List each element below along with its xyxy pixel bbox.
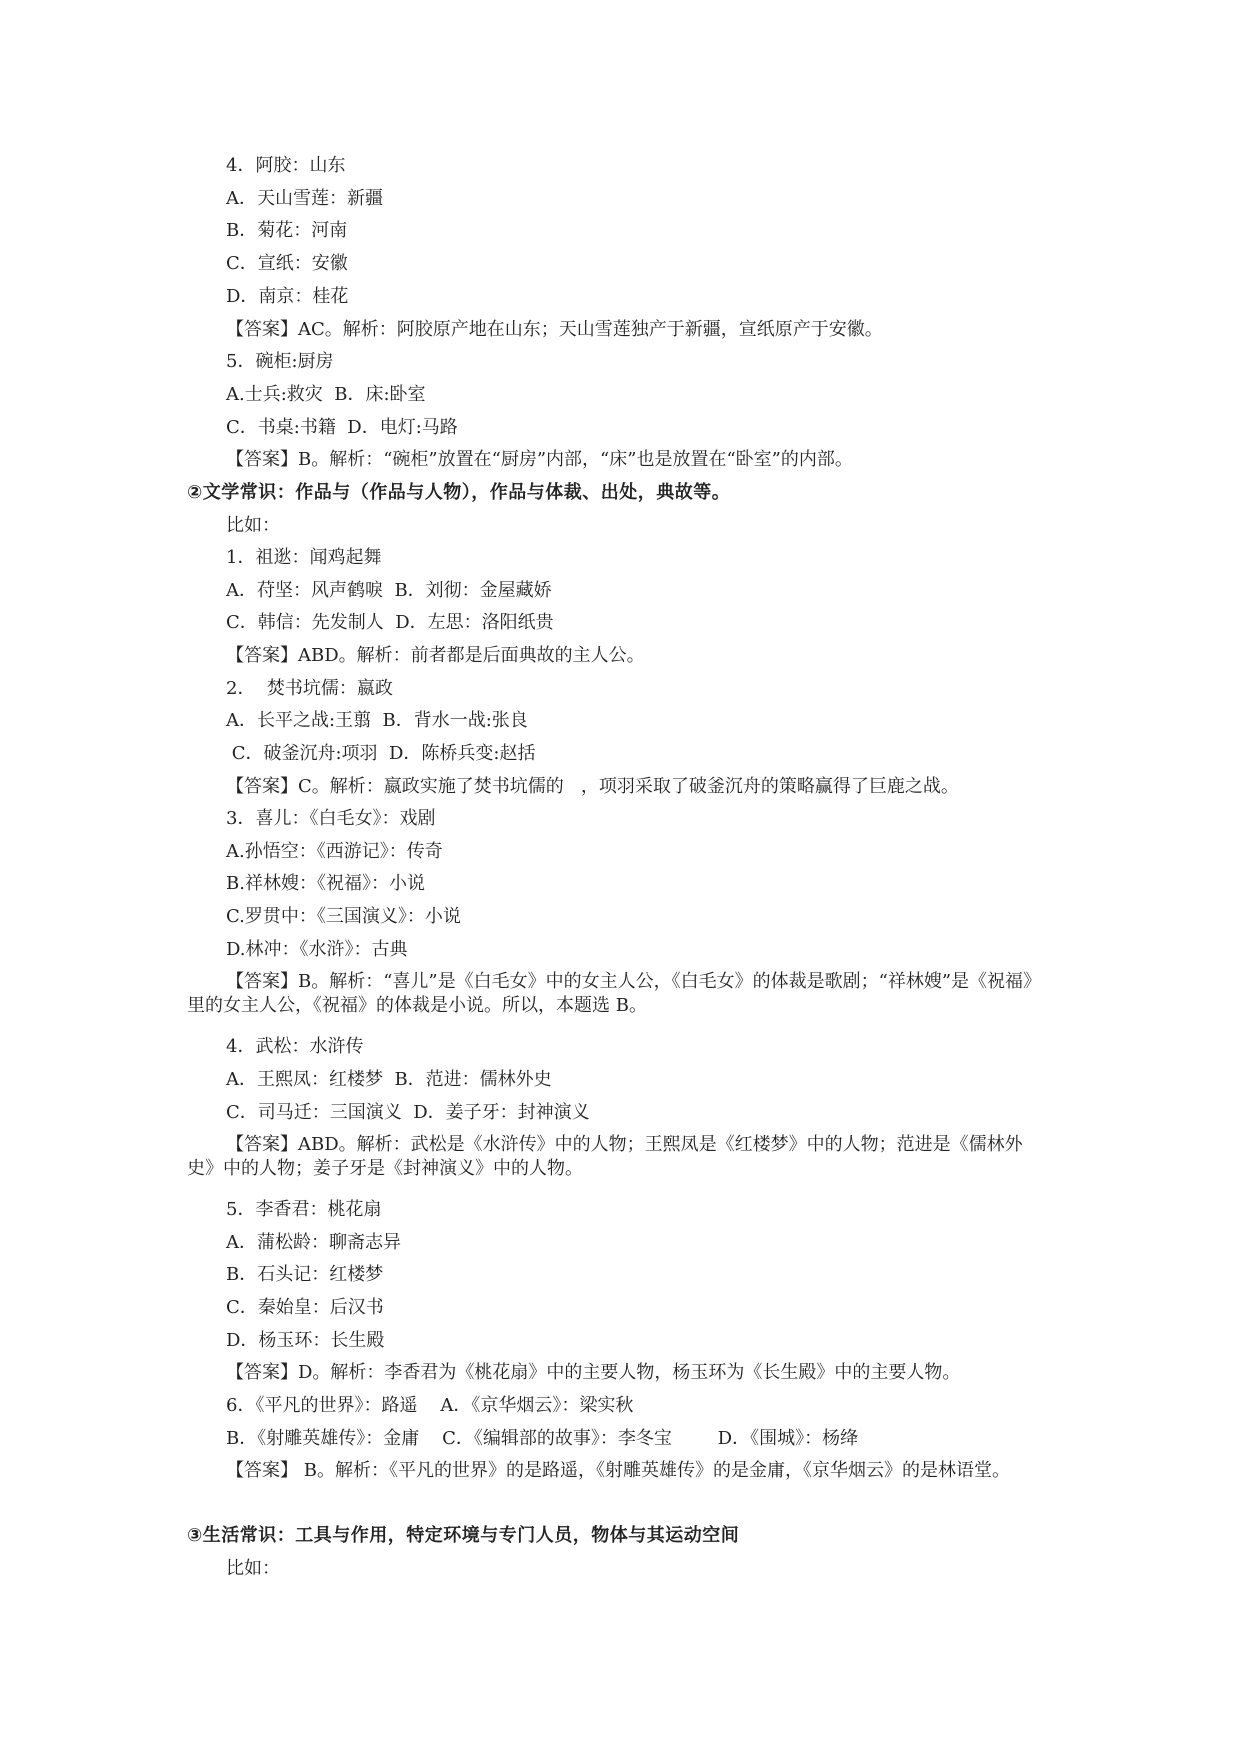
text-line: A．天山雪莲：新疆 — [226, 188, 383, 209]
text-line: C．司马迁：三国演义 D．姜子牙：封神演义 — [226, 1102, 590, 1123]
text-line: 4．阿胶：山东 — [226, 155, 346, 176]
text-line: A.孙悟空：《西游记》：传奇 — [226, 841, 443, 862]
text-line: C．书桌:书籍 D．电灯:马路 — [226, 417, 458, 438]
section-heading: ②文学常识：作品与（作品与人物），作品与体裁、出处，典故等。 — [187, 482, 731, 503]
text-line: 4．武松：水浒传 — [226, 1036, 364, 1057]
text-line: 6．《平凡的世界》：路遥 A．《京华烟云》：梁实秋 — [226, 1395, 634, 1416]
text-line: A.士兵:救灾 B．床:卧室 — [226, 384, 426, 405]
text-line: C．宣纸：安徽 — [226, 253, 348, 274]
text-line: B．石头记：红楼梦 — [226, 1264, 384, 1285]
section-heading: ③生活常识：工具与作用，特定环境与专门人员，物体与其运动空间 — [187, 1525, 740, 1546]
text-line: A．长平之战:王翦 B．背水一战:张良 — [226, 710, 528, 731]
text-line: 【答案】 B。解析：《平凡的世界》的是路遥，《射雕英雄传》的是金庸，《京华烟云》的是林语堂。 — [226, 1460, 1010, 1481]
text-line: A．蒲松龄：聊斋志异 — [226, 1232, 401, 1253]
text-line: 2． 焚书坑儒：嬴政 — [226, 678, 393, 699]
text-line: C.罗贯中：《三国演义》：小说 — [226, 906, 461, 927]
text-line: D.林冲：《水浒》：古典 — [226, 939, 408, 960]
text-line: 比如： — [226, 1558, 280, 1579]
text-line: 5．李香君：桃花扇 — [226, 1199, 382, 1220]
text-line: 【答案】B。解析：“碗柜”放置在“厨房”内部，“床”也是放置在“卧室”的内部。 — [226, 449, 853, 470]
text-line: 【答案】C。解析：嬴政实施了焚书坑儒的 ，项羽采取了破釜沉舟的策略赢得了巨鹿之战。 — [226, 776, 959, 797]
text-line: 5．碗柜:厨房 — [226, 351, 334, 372]
text-line: 【答案】ABD。解析：武松是《水浒传》中的人物；王熙凤是《红楼梦》中的人物；范进是《儒林外史》中的人物；姜子牙是《封神演义》中的人物。 — [187, 1134, 1023, 1179]
text-line: B.祥林嫂：《祝福》：小说 — [226, 873, 425, 894]
text-line: 3．喜儿：《白毛女》：戏剧 — [226, 808, 436, 829]
text-line: C．破釜沉舟:项羽 D．陈桥兵变:赵括 — [226, 743, 536, 764]
text-line: A．苻坚：风声鹤唳 B．刘彻：金屋藏娇 — [226, 580, 552, 601]
text-line: C．秦始皇：后汉书 — [226, 1297, 384, 1318]
text-line: 【答案】AC。解析：阿胶原产地在山东；天山雪莲独产于新疆，宣纸原产于安徽。 — [226, 319, 883, 340]
text-line: D．杨玉环：长生殿 — [226, 1330, 385, 1351]
text-line: B．《射雕英雄传》：金庸 C．《编辑部的故事》：李冬宝 D．《围城》：杨绛 — [226, 1428, 859, 1449]
text-line: 1．祖逖：闻鸡起舞 — [226, 547, 382, 568]
text-line: 【答案】D。解析：李香君为《桃花扇》中的主要人物，杨玉环为《长生殿》中的主要人物。 — [226, 1362, 961, 1383]
text-line: 【答案】ABD。解析：前者都是后面典故的主人公。 — [226, 645, 645, 666]
text-line: D．南京：桂花 — [226, 286, 349, 307]
text-line: C．韩信：先发制人 D．左思：洛阳纸贵 — [226, 612, 554, 633]
text-line: 比如： — [226, 515, 280, 536]
text-line: B．菊花：河南 — [226, 220, 348, 241]
text-line: 【答案】B。解析：“喜儿”是《白毛女》中的女主人公，《白毛女》的体裁是歌剧；“祥林嫂”是《祝福》里的女主人公，《祝福》的体裁是小说。所以，本题选 B。 — [187, 971, 1042, 1016]
text-line: A．王熙凤：红楼梦 B．范进：儒林外史 — [226, 1069, 552, 1090]
